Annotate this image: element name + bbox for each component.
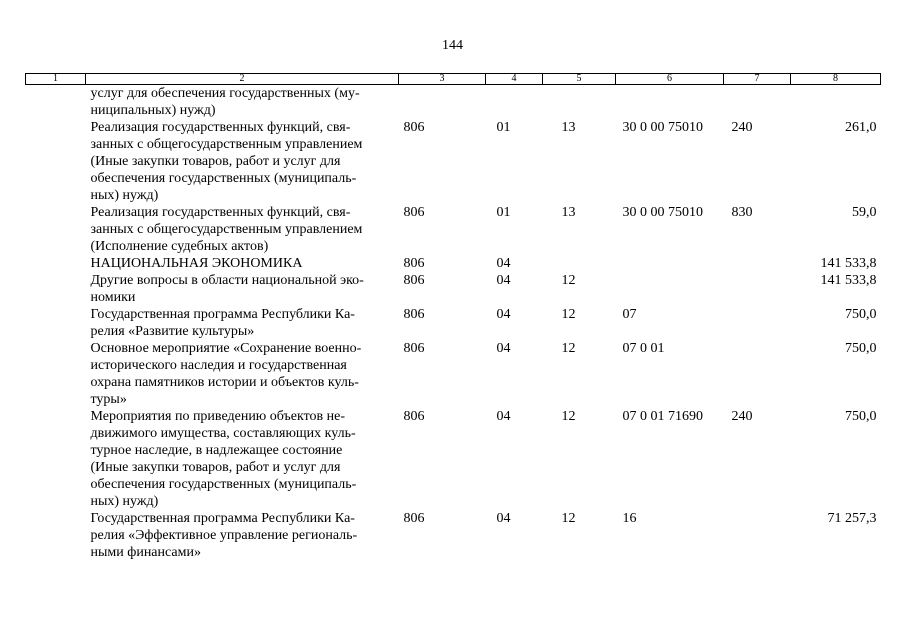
item-name-line: обеспечения государственных (муниципаль- (90, 477, 357, 492)
table-row (26, 255, 881, 272)
item-name-line: ными финансами» (90, 545, 201, 560)
item-name-line: Государственная программа Республики Ка- (90, 307, 355, 322)
department-code-cell: 806 (403, 341, 425, 356)
section-code-cell: 04 (496, 511, 511, 526)
item-name-cell (86, 85, 399, 120)
row-number-cell (26, 510, 86, 561)
subsection-code-cell (543, 255, 616, 272)
expense-type-code-cell: 240 (731, 409, 753, 424)
item-name-line: (Исполнение судебных актов) (90, 239, 269, 254)
department-code-cell: 806 (403, 256, 425, 271)
target-article-code-cell: 07 (622, 307, 637, 322)
target-article-code-cell (616, 85, 724, 120)
column-header-5: 5 (543, 74, 616, 85)
table-body (26, 85, 881, 562)
amount-cell: 141 533,8 (820, 256, 877, 271)
item-name-cell (86, 306, 399, 340)
column-header-6: 6 (616, 74, 724, 85)
expense-type-code-cell: 830 (731, 205, 753, 220)
column-header-3: 3 (399, 74, 486, 85)
page-number: 144 (442, 38, 463, 53)
department-code-cell: 806 (403, 273, 425, 288)
item-name-line: Основное мероприятие «Сохранение военно- (90, 341, 362, 356)
item-name-line: ных) нужд) (90, 494, 159, 509)
target-article-code-cell: 07 0 01 (622, 341, 665, 356)
item-name-line: (Иные закупки товаров, работ и услуг для (90, 460, 341, 475)
table-row (26, 85, 881, 120)
expense-type-code-cell: 240 (731, 120, 753, 135)
item-name-cell (86, 340, 399, 408)
column-header-8: 8 (791, 74, 881, 85)
table-row (26, 119, 881, 204)
item-name-line: релия «Эффективное управление региональ- (90, 528, 358, 543)
row-number-cell (26, 306, 86, 340)
department-code-cell: 806 (403, 511, 425, 526)
department-code-cell: 806 (403, 205, 425, 220)
section-code-cell (486, 85, 543, 120)
department-code-cell (399, 85, 486, 120)
section-code-cell: 04 (496, 341, 511, 356)
subsection-code-cell: 12 (561, 409, 576, 424)
item-name-cell (86, 119, 399, 204)
subsection-code-cell: 13 (561, 120, 576, 135)
expense-type-code-cell (724, 272, 791, 306)
item-name-line: ниципальных) нужд) (90, 103, 216, 118)
table-row (26, 204, 881, 255)
item-name-cell (86, 255, 399, 272)
budget-table (25, 73, 881, 561)
item-name-line: релия «Развитие культуры» (90, 324, 255, 339)
target-article-code-cell (616, 255, 724, 272)
department-code-cell: 806 (403, 120, 425, 135)
item-name-line: исторического наследия и государственная (90, 358, 347, 373)
subsection-code-cell (543, 85, 616, 120)
item-name-cell (86, 408, 399, 510)
target-article-code-cell: 30 0 00 75010 (622, 120, 703, 135)
item-name-line: Мероприятия по приведению объектов не- (90, 409, 346, 424)
row-number-cell (26, 85, 86, 120)
table-row (26, 306, 881, 340)
table-row (26, 340, 881, 408)
subsection-code-cell: 13 (561, 205, 576, 220)
amount-cell: 750,0 (845, 409, 877, 424)
table-row (26, 408, 881, 510)
subsection-code-cell: 12 (561, 341, 576, 356)
item-name-cell (86, 204, 399, 255)
row-number-cell (26, 272, 86, 306)
amount-cell: 59,0 (852, 205, 877, 220)
item-name-line: услуг для обеспечения государственных (му- (90, 86, 360, 101)
row-number-cell (26, 119, 86, 204)
row-number-cell (26, 408, 86, 510)
section-code-cell: 04 (496, 273, 511, 288)
item-name-cell (86, 272, 399, 306)
row-number-cell (26, 204, 86, 255)
column-header-4: 4 (486, 74, 543, 85)
amount-cell (791, 85, 881, 120)
item-name-line: обеспечения государственных (муниципаль- (90, 171, 357, 186)
expense-type-code-cell (724, 85, 791, 120)
expense-type-code-cell (724, 306, 791, 340)
item-name-line: Реализация государственных функций, свя- (90, 120, 351, 135)
column-header-1: 1 (26, 74, 86, 85)
column-number-header-row (26, 74, 881, 85)
amount-cell: 261,0 (845, 120, 877, 135)
section-code-cell: 04 (496, 256, 511, 271)
item-name-line: (Иные закупки товаров, работ и услуг для (90, 154, 341, 169)
expense-type-code-cell (724, 255, 791, 272)
target-article-code-cell: 07 0 01 71690 (622, 409, 703, 424)
section-code-cell: 01 (496, 120, 511, 135)
subsection-code-cell: 12 (561, 273, 576, 288)
amount-cell: 141 533,8 (820, 273, 877, 288)
item-name-line: Государственная программа Республики Ка- (90, 511, 355, 526)
table-row (26, 272, 881, 306)
target-article-code-cell: 30 0 00 75010 (622, 205, 703, 220)
expense-type-code-cell (724, 340, 791, 408)
column-header-7: 7 (724, 74, 791, 85)
target-article-code-cell (616, 272, 724, 306)
item-name-line: ных) нужд) (90, 188, 159, 203)
subsection-code-cell: 12 (561, 307, 576, 322)
department-code-cell: 806 (403, 409, 425, 424)
table-row (26, 510, 881, 561)
item-name-line: движимого имущества, составляющих куль- (90, 426, 356, 441)
column-header-2: 2 (86, 74, 399, 85)
target-article-code-cell: 16 (622, 511, 637, 526)
row-number-cell (26, 255, 86, 272)
item-name-line: охрана памятников истории и объектов куль- (90, 375, 359, 390)
amount-cell: 750,0 (845, 341, 877, 356)
item-name-line: номики (90, 290, 136, 305)
item-name-cell (86, 510, 399, 561)
department-code-cell: 806 (403, 307, 425, 322)
item-name-line: туры» (90, 392, 127, 407)
item-name-line: турное наследие, в надлежащее состояние (90, 443, 343, 458)
section-code-cell: 01 (496, 205, 511, 220)
section-code-cell: 04 (496, 409, 511, 424)
section-code-cell: 04 (496, 307, 511, 322)
amount-cell: 750,0 (845, 307, 877, 322)
row-number-cell (26, 340, 86, 408)
subsection-code-cell: 12 (561, 511, 576, 526)
expense-type-code-cell (724, 510, 791, 561)
item-name-line: занных с общегосударственным управлением (90, 222, 363, 237)
item-name-line: занных с общегосударственным управлением (90, 137, 363, 152)
item-name-line: НАЦИОНАЛЬНАЯ ЭКОНОМИКА (90, 256, 303, 271)
item-name-line: Реализация государственных функций, свя- (90, 205, 351, 220)
item-name-line: Другие вопросы в области национальной эко- (90, 273, 364, 288)
amount-cell: 71 257,3 (827, 511, 877, 526)
